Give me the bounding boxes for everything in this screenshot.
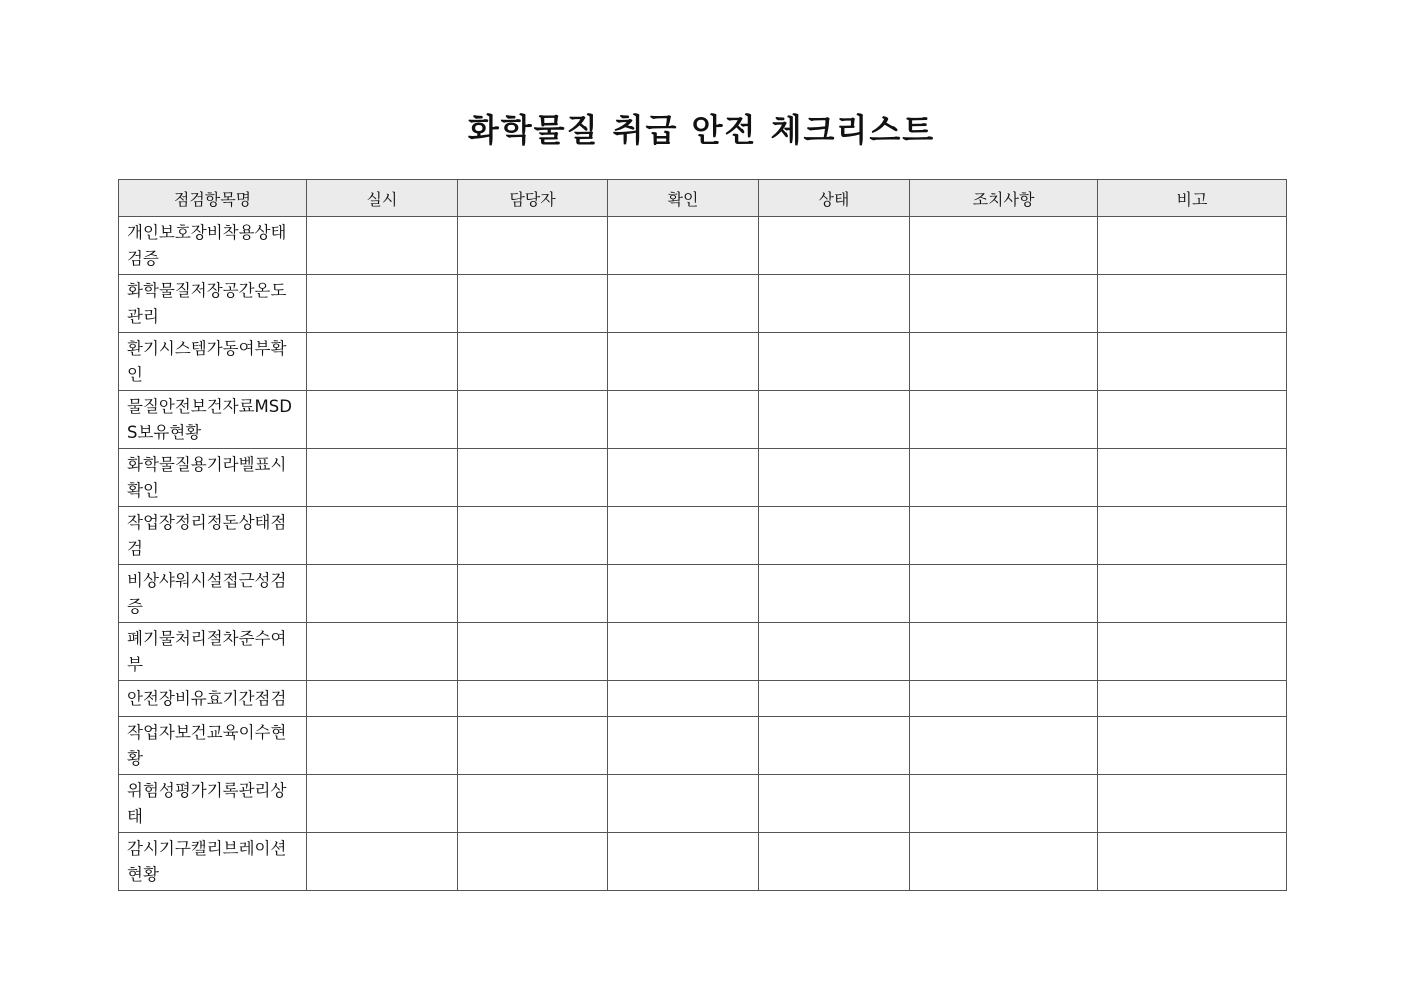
person-in-charge-cell[interactable] bbox=[458, 217, 608, 275]
table-row bbox=[119, 507, 1287, 565]
performed-cell[interactable] bbox=[307, 507, 458, 565]
item-name-cell: 화학물질용기라벨표시확인 bbox=[119, 449, 307, 507]
table-row bbox=[119, 775, 1287, 833]
performed-cell[interactable] bbox=[307, 833, 458, 891]
person-in-charge-cell[interactable] bbox=[458, 333, 608, 391]
remarks-cell[interactable] bbox=[1098, 717, 1287, 775]
remarks-cell[interactable] bbox=[1098, 565, 1287, 623]
item-name-cell: 작업자보건교육이수현황 bbox=[119, 717, 307, 775]
status-cell[interactable] bbox=[759, 391, 910, 449]
header-action-taken: 조치사항 bbox=[910, 180, 1098, 217]
status-cell[interactable] bbox=[759, 833, 910, 891]
performed-cell[interactable] bbox=[307, 449, 458, 507]
item-name-cell: 작업장정리정돈상태점검 bbox=[119, 507, 307, 565]
item-name-cell: 물질안전보건자료MSDS보유현황 bbox=[119, 391, 307, 449]
document-title: 화학물질 취급 안전 체크리스트 bbox=[467, 111, 936, 149]
person-in-charge-cell[interactable] bbox=[458, 717, 608, 775]
header-performed: 실시 bbox=[307, 180, 458, 217]
remarks-cell[interactable] bbox=[1098, 333, 1287, 391]
table-row bbox=[119, 833, 1287, 891]
status-cell[interactable] bbox=[759, 717, 910, 775]
confirmation-cell[interactable] bbox=[608, 275, 759, 333]
item-name-cell: 화학물질저장공간온도관리 bbox=[119, 275, 307, 333]
confirmation-cell[interactable] bbox=[608, 391, 759, 449]
header-status: 상태 bbox=[759, 180, 910, 217]
table-row bbox=[119, 217, 1287, 275]
performed-cell[interactable] bbox=[307, 775, 458, 833]
performed-cell[interactable] bbox=[307, 333, 458, 391]
status-cell[interactable] bbox=[759, 775, 910, 833]
remarks-cell[interactable] bbox=[1098, 833, 1287, 891]
performed-cell[interactable] bbox=[307, 623, 458, 681]
item-name-cell: 개인보호장비착용상태검증 bbox=[119, 217, 307, 275]
action-taken-cell[interactable] bbox=[910, 833, 1098, 891]
remarks-cell[interactable] bbox=[1098, 217, 1287, 275]
table-row bbox=[119, 333, 1287, 391]
action-taken-cell[interactable] bbox=[910, 391, 1098, 449]
action-taken-cell[interactable] bbox=[910, 623, 1098, 681]
status-cell[interactable] bbox=[759, 449, 910, 507]
performed-cell[interactable] bbox=[307, 565, 458, 623]
item-name-cell: 감시기구캘리브레이션현황 bbox=[119, 833, 307, 891]
action-taken-cell[interactable] bbox=[910, 565, 1098, 623]
confirmation-cell[interactable] bbox=[608, 449, 759, 507]
table-row bbox=[119, 717, 1287, 775]
performed-cell[interactable] bbox=[307, 275, 458, 333]
action-taken-cell[interactable] bbox=[910, 275, 1098, 333]
person-in-charge-cell[interactable] bbox=[458, 507, 608, 565]
remarks-cell[interactable] bbox=[1098, 623, 1287, 681]
action-taken-cell[interactable] bbox=[910, 717, 1098, 775]
item-name-cell: 위험성평가기록관리상태 bbox=[119, 775, 307, 833]
header-item-name: 점검항목명 bbox=[119, 180, 307, 217]
remarks-cell[interactable] bbox=[1098, 275, 1287, 333]
header-remarks: 비고 bbox=[1098, 180, 1287, 217]
item-name-cell: 안전장비유효기간점검 bbox=[119, 681, 307, 717]
confirmation-cell[interactable] bbox=[608, 623, 759, 681]
confirmation-cell[interactable] bbox=[608, 333, 759, 391]
person-in-charge-cell[interactable] bbox=[458, 833, 608, 891]
person-in-charge-cell[interactable] bbox=[458, 775, 608, 833]
action-taken-cell[interactable] bbox=[910, 681, 1098, 717]
confirmation-cell[interactable] bbox=[608, 565, 759, 623]
item-name-cell: 비상샤워시설접근성검증 bbox=[119, 565, 307, 623]
action-taken-cell[interactable] bbox=[910, 507, 1098, 565]
table-row bbox=[119, 449, 1287, 507]
header-confirmation: 확인 bbox=[608, 180, 759, 217]
table-row bbox=[119, 623, 1287, 681]
remarks-cell[interactable] bbox=[1098, 449, 1287, 507]
confirmation-cell[interactable] bbox=[608, 717, 759, 775]
confirmation-cell[interactable] bbox=[608, 775, 759, 833]
confirmation-cell[interactable] bbox=[608, 217, 759, 275]
checklist-table bbox=[118, 179, 1287, 891]
remarks-cell[interactable] bbox=[1098, 391, 1287, 449]
status-cell[interactable] bbox=[759, 681, 910, 717]
status-cell[interactable] bbox=[759, 623, 910, 681]
performed-cell[interactable] bbox=[307, 217, 458, 275]
header-person-in-charge: 담당자 bbox=[458, 180, 608, 217]
table-row bbox=[119, 391, 1287, 449]
header-row bbox=[119, 180, 1287, 217]
status-cell[interactable] bbox=[759, 333, 910, 391]
table-row bbox=[119, 565, 1287, 623]
person-in-charge-cell[interactable] bbox=[458, 565, 608, 623]
status-cell[interactable] bbox=[759, 565, 910, 623]
action-taken-cell[interactable] bbox=[910, 775, 1098, 833]
status-cell[interactable] bbox=[759, 217, 910, 275]
remarks-cell[interactable] bbox=[1098, 507, 1287, 565]
person-in-charge-cell[interactable] bbox=[458, 681, 608, 717]
action-taken-cell[interactable] bbox=[910, 333, 1098, 391]
person-in-charge-cell[interactable] bbox=[458, 391, 608, 449]
performed-cell[interactable] bbox=[307, 717, 458, 775]
confirmation-cell[interactable] bbox=[608, 681, 759, 717]
person-in-charge-cell[interactable] bbox=[458, 623, 608, 681]
performed-cell[interactable] bbox=[307, 681, 458, 717]
confirmation-cell[interactable] bbox=[608, 833, 759, 891]
table-row bbox=[119, 681, 1287, 717]
item-name-cell: 폐기물처리절차준수여부 bbox=[119, 623, 307, 681]
status-cell[interactable] bbox=[759, 275, 910, 333]
action-taken-cell[interactable] bbox=[910, 217, 1098, 275]
table-row bbox=[119, 275, 1287, 333]
action-taken-cell[interactable] bbox=[910, 449, 1098, 507]
item-name-cell: 환기시스템가동여부확인 bbox=[119, 333, 307, 391]
remarks-cell[interactable] bbox=[1098, 681, 1287, 717]
person-in-charge-cell[interactable] bbox=[458, 275, 608, 333]
person-in-charge-cell[interactable] bbox=[458, 449, 608, 507]
performed-cell[interactable] bbox=[307, 391, 458, 449]
status-cell[interactable] bbox=[759, 507, 910, 565]
confirmation-cell[interactable] bbox=[608, 507, 759, 565]
remarks-cell[interactable] bbox=[1098, 775, 1287, 833]
